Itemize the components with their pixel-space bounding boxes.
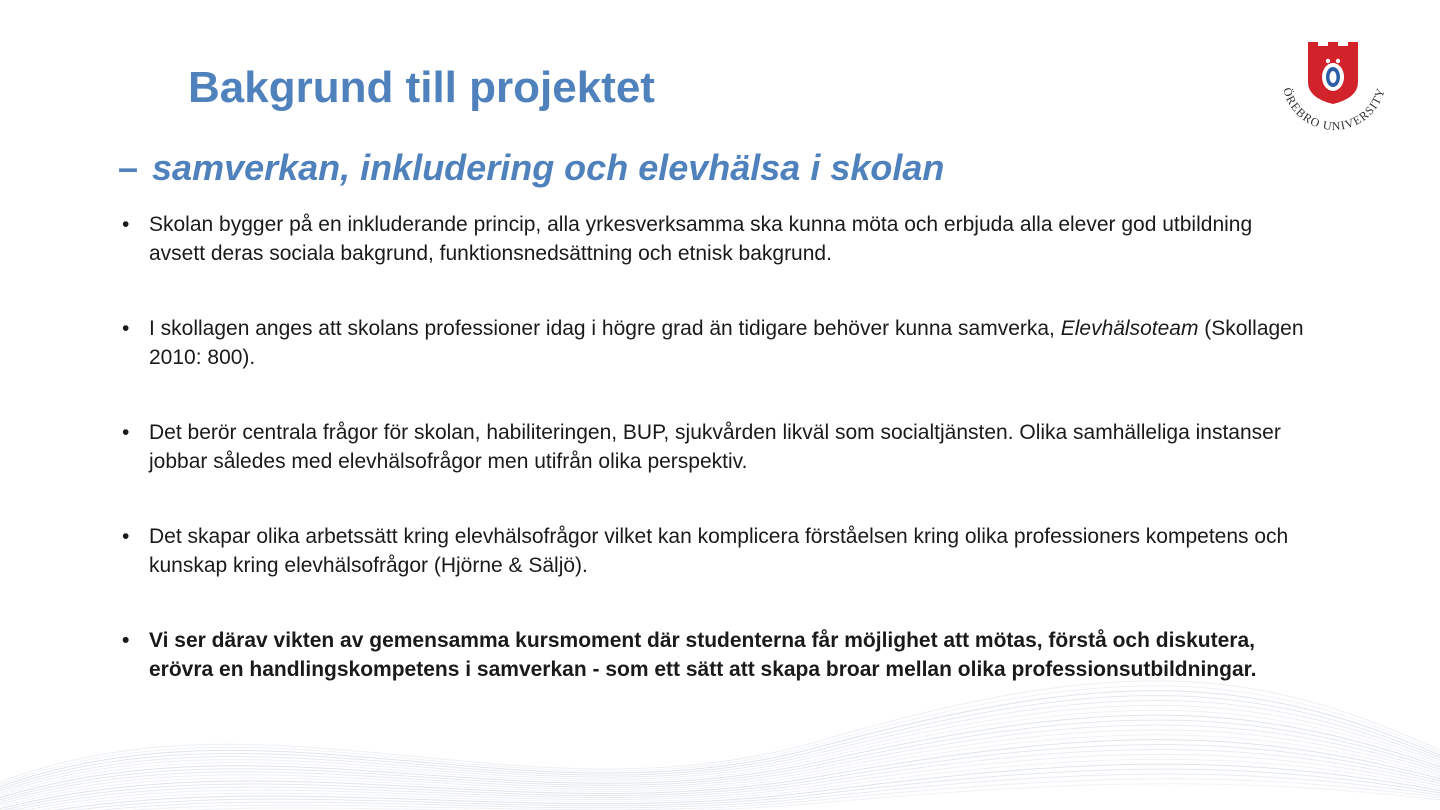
slide-title: Bakgrund till projektet bbox=[188, 63, 655, 112]
wave-line bbox=[0, 745, 1440, 810]
bullet-glyph: • bbox=[122, 629, 130, 652]
wave-line bbox=[0, 725, 1440, 808]
wave-line bbox=[0, 720, 1440, 806]
bullet-text-after: (Skollagen 2010: 800). bbox=[149, 317, 1304, 369]
bullet-item-4 bbox=[118, 522, 1313, 580]
bullet-text: Det skapar olika arbetssätt kring elevhälsofrågor vilket kan komplicera förståelsen kring olika professioners kompetens och kunskap kring elevhälsofrågor (Hjörne & Säljö). bbox=[149, 525, 1289, 577]
wave-line bbox=[0, 754, 1440, 810]
logo-wordmark: ÖREBRO UNIVERSITY bbox=[1280, 85, 1388, 134]
wave-line bbox=[0, 769, 1440, 810]
bullet-item-5 bbox=[118, 626, 1313, 684]
bullet-glyph: • bbox=[122, 213, 130, 236]
bullet-item-2 bbox=[118, 314, 1313, 372]
bullet-text: I skollagen anges att skolans professioner idag i högre grad än tidigare behöver kunna samverka, bbox=[149, 317, 1061, 340]
bullet-text: Det berör centrala frågor för skolan, habiliteringen, BUP, sjukvården likväl som socialtjänsten. Olika samhälleliga instanser jobbar således med elevhälsofrågor men utifrån olika perspektiv. bbox=[149, 421, 1281, 473]
slide-subtitle bbox=[118, 146, 944, 189]
wave-line bbox=[0, 779, 1440, 810]
bullet-glyph: • bbox=[122, 525, 130, 548]
bullet-text: Skolan bygger på en inkluderande princip, alla yrkesverksamma ska kunna möta och erbjuda alla elever god utbildning avsett deras sociala bakgrund, funktionsnedsättning och etnisk bakgrund. bbox=[149, 213, 1253, 265]
orebro-university-logo bbox=[1268, 40, 1398, 140]
bullet-list bbox=[118, 210, 1313, 730]
shield-icon bbox=[1308, 42, 1358, 104]
wave-line bbox=[0, 749, 1440, 810]
subtitle-dash: – bbox=[118, 147, 139, 188]
bullet-glyph: • bbox=[122, 421, 130, 444]
wave-line bbox=[0, 735, 1440, 810]
bullet-emphasis: Elevhälsoteam bbox=[1060, 317, 1199, 340]
wave-line bbox=[0, 759, 1440, 810]
subtitle-text: samverkan, inkludering och elevhälsa i skolan bbox=[152, 147, 945, 188]
wave-line bbox=[0, 740, 1440, 810]
bullet-text: Vi ser därav vikten av gemensamma kursmoment där studenterna får möjlighet att mötas, förstå och diskutera, erövra en handlingskompetens i samverkan - som ett sätt att skapa broar mellan olika professionsutbildningar. bbox=[149, 629, 1257, 681]
bullet-glyph: • bbox=[122, 317, 130, 340]
wave-line bbox=[0, 774, 1440, 810]
wave-line bbox=[0, 730, 1440, 810]
bullet-item-1 bbox=[118, 210, 1313, 268]
wave-line bbox=[0, 784, 1440, 810]
wave-line bbox=[0, 764, 1440, 810]
bullet-item-3 bbox=[118, 418, 1313, 476]
